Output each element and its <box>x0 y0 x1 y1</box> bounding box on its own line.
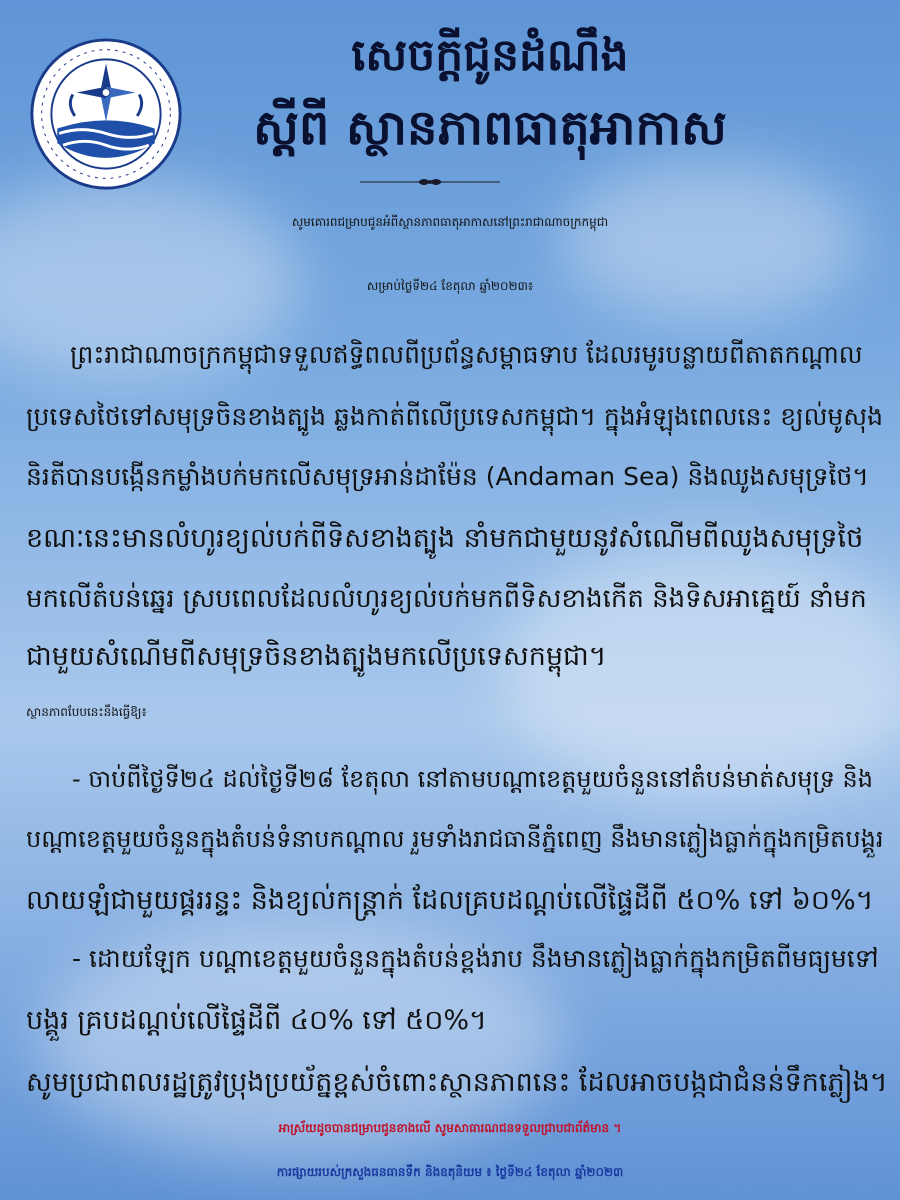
closing-notice: អាស្រ័យដូចបានជម្រាបជូនខាងលើ សូមសាធារណជនទទួលជ្រាបជាព័ត៌មាន ។ <box>278 1121 622 1135</box>
body-line: ខណៈនេះមានលំហូរខ្យល់បក់ពីទិសខាងត្បូង នាំមកជាមួយនូវសំណើមពីឈូងសមុទ្រថៃ <box>26 523 864 554</box>
body-line: ប្រទេសថៃទៅសមុទ្រចិនខាងត្បូង ឆ្លងកាត់ពីលើប្រទេសកម្ពុជា។ ក្នុងអំឡុងពេលនេះ ខ្យល់មូសុង <box>26 402 883 431</box>
publication-footer: ការផ្សាយរបស់ក្រសួងធនធានទឹក និងឧតុនិយម ៖ ថ្ងៃទី២៤ ខែតុលា ឆ្នាំ២០២៣ <box>276 1165 624 1179</box>
body-line: និរតីបានបង្កើនកម្លាំងបក់មកលើសមុទ្រអាន់ដាម៉ែន (Andaman Sea) និងឈូងសមុទ្រថៃ។ <box>26 462 869 491</box>
bullet-line: - ចាប់ពីថ្ងៃទី២៤ ដល់ថ្ងៃទី២៨ ខែតុលា នៅតាមបណ្តាខេត្តមួយចំនួននៅតំបន់មាត់សមុទ្រ និង <box>72 765 874 793</box>
cloud-decoration <box>560 160 860 320</box>
page-title: សេចក្តីជូនដំណឹង <box>351 30 629 81</box>
body-line: ព្រះរាជាណាចក្រកម្ពុជាទទួលឥទ្ធិពលពីប្រព័ន្ធសម្ពាធទាប ដែលរមូរបន្លាយពីតាតកណ្តាល <box>70 340 863 369</box>
ministry-seal-icon <box>28 36 184 192</box>
intro-line: សូមគោរពជម្រាបជូនអំពីស្ថានភាពធាតុអាកាសនៅព្រះរាជាណាចក្រកម្ពុជា <box>291 215 609 229</box>
bullet-line: លាយឡំជាមួយផ្គររន្ទះ និងខ្យល់កន្ត្រាក់ ដែលគ្របដណ្តប់លើផ្ទៃដីពី ៥០% ទៅ ៦០%។ <box>26 885 874 916</box>
situation-heading: ស្ថានភាពបែបនេះនឹងធ្វើឱ្យ៖ <box>26 705 147 719</box>
body-line: ជាមួយសំណើមពីសមុទ្រចិនខាងត្បូងមកលើប្រទេសកម្ពុជា។ <box>26 641 607 672</box>
intro-date-line: សម្រាប់ថ្ងៃទី២៤ ខែតុលា ឆ្នាំ២០២៣៖ <box>366 279 534 293</box>
body-line: មកលើតំបន់ឆ្នេរ ស្របពេលដែលលំហូរខ្យល់បក់មកពីទិសខាងកើត និងទិសអាគ្នេយ៍ នាំមក <box>26 584 867 614</box>
bullet-line: បណ្តាខេត្តមួយចំនួនក្នុងតំបន់ទំនាបកណ្តាល រួមទាំងរាជធានីភ្នំពេញ នឹងមានភ្លៀងធ្លាក់ក្នុងកម្រិតបង្គួរ <box>26 825 884 853</box>
warning-line: សូមប្រជាពលរដ្ឋត្រូវប្រុងប្រយ័ត្នខ្ពស់ចំពោះស្ថានភាពនេះ ដែលអាចបង្កជាជំនន់ទឹកភ្លៀង។ <box>26 1067 888 1098</box>
ornament-divider-icon <box>360 176 500 188</box>
bullet-line: បង្គួរ គ្របដណ្តប់លើផ្ទៃដីពី ៤០% ទៅ ៥០%។ <box>26 1005 487 1036</box>
bullet-line: - ដោយឡែក បណ្តាខេត្តមួយចំនួនក្នុងតំបន់ខ្ពង់រាប នឹងមានភ្លៀងធ្លាក់ក្នុងកម្រិតពីមធ្យមទៅ <box>72 944 879 973</box>
page-subtitle: ស្តីពី ស្ថានភាពធាតុអាកាស <box>253 100 727 156</box>
